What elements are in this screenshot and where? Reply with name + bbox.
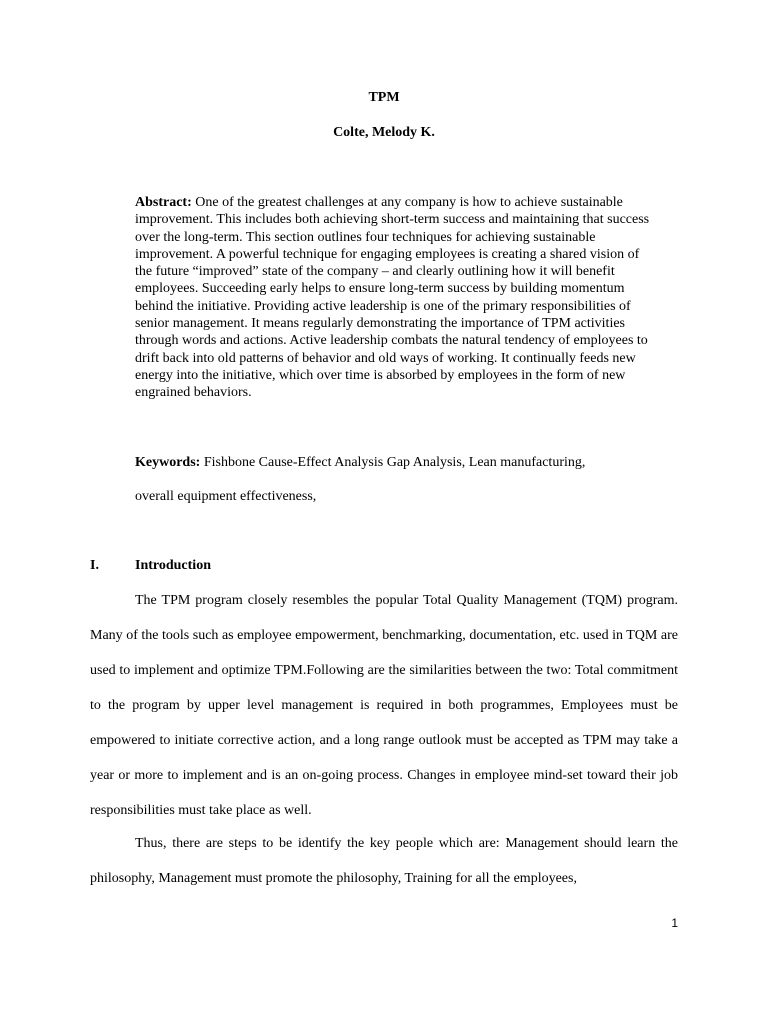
keywords-label: Keywords: (135, 455, 201, 470)
abstract-text: One of the greatest challenges at any company is how to achieve sustainable improvement. This includes both achieving short-term success and maintaining that success over the long-term. This section outlines four techniques for achieving sustainable improvement. A powerful technique for engaging employees is creating a shared vision of the future “improved” state of the company – and clearly outlining how it will benefit employees. Succeeding early helps to ensure long-term success by building momentum behind the initiative. Providing active leadership is one of the primary responsibilities of senior management. It means regularly demonstrating the importance of TPM activities through words and actions. Active leadership combats the natural tendency of employees to drift back into old patterns of behavior and old ways of working. It continually feeds new energy into the initiative, which over time is absorbed by employees in the form of new engrained behaviors. (135, 195, 650, 401)
keywords-text: Fishbone Cause-Effect Analysis Gap Analysis, Lean manufacturing, (200, 455, 586, 470)
section-title: Introduction (135, 558, 211, 573)
body-paragraph-1: The TPM program closely resembles the popular Total Quality Management (TQM) program. Many of the tools such as employee empowerment, benchmarking, documentation, etc. used in TQM are used to implement and optimize TPM.Following are the similarities between the two: Total commitment to the program by upper level management is required in both programmes, Employees must be empowered to initiate corrective action, and a long range outlook must be accepted as TPM may take a year or more to implement and is an on-going process. Changes in employee mind-set toward their job responsibilities must take place as well. (90, 593, 678, 818)
section-number: I. (90, 558, 99, 573)
abstract-paragraph (135, 194, 655, 402)
abstract-label: Abstract: (135, 195, 192, 210)
keywords-continuation: overall equipment effectiveness, (135, 489, 317, 504)
author-name: Colte, Melody K. (333, 125, 435, 140)
page-number: 1 (671, 916, 678, 930)
paper-title: TPM (368, 90, 400, 105)
body-paragraph-2: Thus, there are steps to be identify the key people which are: Management should learn the philosophy, Management must promote the philosophy, Training for all the employees, (90, 836, 678, 886)
keywords-line (135, 454, 675, 472)
